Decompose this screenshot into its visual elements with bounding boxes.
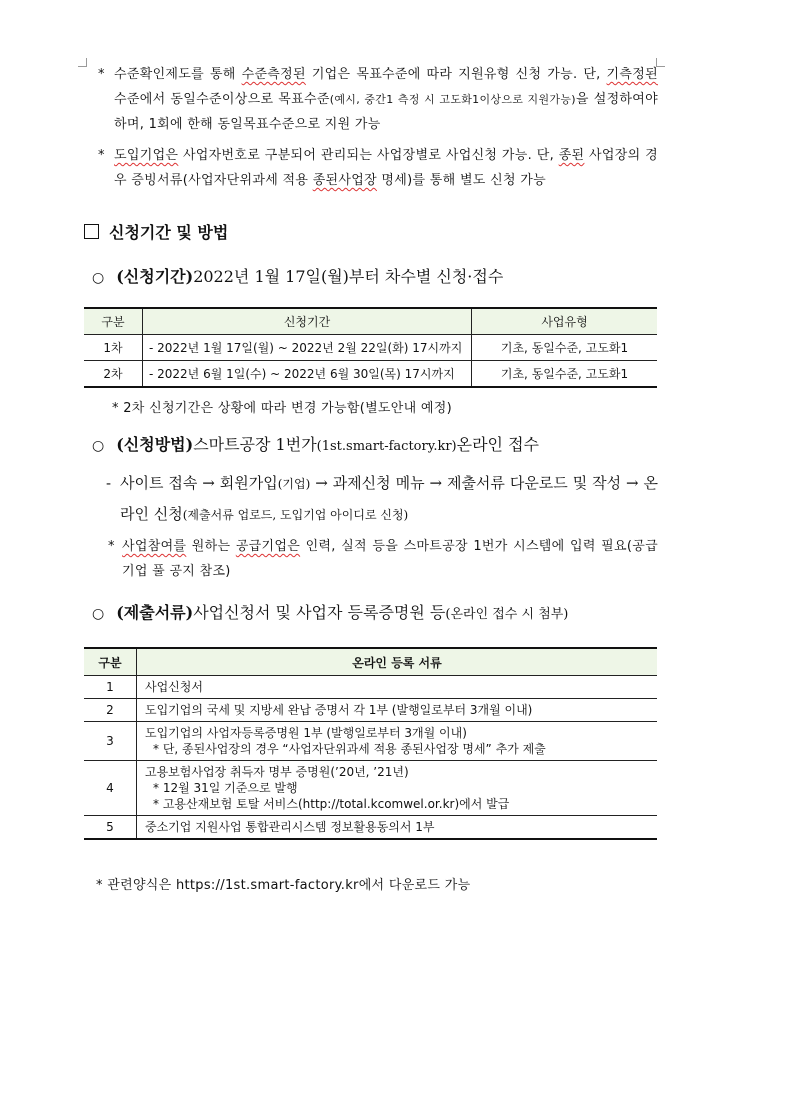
note-text: 수준확인제도를 통해 수준측정된 기업은 목표수준에 따라 지원유형 신청 가능. 단, 기측정된 수준에서 동일수준이상으로 목표수준(예시, 중간1 측정 시 고도화1이상으로 지원가능)을 설정하여야 하며, 1회에 한해 동일목표수준으로 지원 가능 bbox=[114, 67, 658, 132]
documents-table bbox=[84, 647, 657, 840]
method-subheading bbox=[92, 432, 539, 455]
table-cell: 2차 bbox=[84, 361, 143, 388]
page-corner-mark-left bbox=[78, 58, 87, 67]
table-cell: 2 bbox=[84, 699, 137, 722]
table-header-cell: 온라인 등록 서류 bbox=[137, 648, 658, 676]
note-bullet: * bbox=[98, 148, 105, 163]
circle-bullet-icon: ○ bbox=[92, 606, 105, 622]
period-subheading bbox=[92, 264, 503, 287]
table-row bbox=[84, 361, 657, 388]
table-row bbox=[84, 676, 657, 699]
section-heading bbox=[84, 220, 228, 243]
table-row bbox=[84, 699, 657, 722]
method-steps-text: 사이트 접속 → 회원가입(기업) → 과제신청 메뉴 → 제출서류 다운로드 및 작성 → 온라인 신청(제출서류 업로드, 도입기업 아이디로 신청) bbox=[120, 474, 658, 523]
table-cell: 3 bbox=[84, 722, 137, 761]
table-cell: 4 bbox=[84, 761, 137, 816]
footer-note: * 관련양식은 https://1st.smart-factory.kr에서 다운로드 가능 bbox=[96, 878, 471, 893]
table-cell: 기초, 동일수준, 고도화1 bbox=[472, 361, 658, 388]
dash-bullet: - bbox=[106, 474, 112, 492]
circle-bullet-icon: ○ bbox=[92, 270, 105, 286]
table-header-cell: 사업유형 bbox=[472, 308, 658, 335]
note-target-level bbox=[98, 62, 658, 137]
period-table bbox=[84, 307, 657, 388]
table-cell: 도입기업의 사업자등록증명원 1부 (발행일로부터 3개월 이내) * 단, 종된사업장의 경우 “사업자단위과세 적용 종된사업장 명세” 추가 제출 bbox=[137, 722, 658, 761]
table-cell: - 2022년 6월 1일(수) ~ 2022년 6월 30일(목) 17시까지 bbox=[143, 361, 472, 388]
table-row bbox=[84, 761, 657, 816]
table-cell: - 2022년 1월 17일(월) ~ 2022년 2월 22일(화) 17시까지 bbox=[143, 335, 472, 361]
method-label: (신청방법) bbox=[116, 435, 194, 454]
note-text: 사업참여를 원하는 공급기업은 인력, 실적 등을 스마트공장 1번가 시스템에 입력 필요(공급기업 풀 공지 참조) bbox=[122, 539, 658, 579]
documents-paren: (온라인 접수 시 첨부) bbox=[445, 607, 569, 622]
table-header-cell: 구분 bbox=[84, 648, 137, 676]
table-cell: 고용보험사업장 취득자 명부 증명원(’20년, ’21년) * 12월 31일 기준으로 발행 * 고용산재보험 토탈 서비스(http://total.kcomwel.or.kr)에서 발급 bbox=[137, 761, 658, 816]
documents-subheading bbox=[92, 600, 568, 623]
method-note bbox=[108, 534, 658, 584]
method-text: 스마트공장 1번가 bbox=[193, 435, 317, 454]
table-cell: 5 bbox=[84, 816, 137, 840]
table-cell: 1차 bbox=[84, 335, 143, 361]
table-cell: 중소기업 지원사업 통합관리시스템 정보활용동의서 1부 bbox=[137, 816, 658, 840]
table-header-row bbox=[84, 308, 657, 335]
circle-bullet-icon: ○ bbox=[92, 438, 105, 454]
table-cell: 1 bbox=[84, 676, 137, 699]
table-header-cell: 신청기간 bbox=[143, 308, 472, 335]
table-row bbox=[84, 335, 657, 361]
table-row bbox=[84, 722, 657, 761]
period-note: * 2차 신청기간은 상황에 따라 변경 가능함(별도안내 예정) bbox=[112, 401, 453, 416]
table-cell: 기초, 동일수준, 고도화1 bbox=[472, 335, 658, 361]
documents-text: 사업신청서 및 사업자 등록증명원 등 bbox=[193, 603, 446, 622]
checkbox-square-icon bbox=[84, 224, 99, 239]
method-url: (1st.smart-factory.kr) bbox=[316, 439, 457, 454]
method-text-end: 온라인 접수 bbox=[456, 435, 540, 454]
note-text: 도입기업은 사업자번호로 구분되어 관리되는 사업장별로 사업신청 가능. 단, 종된 사업장의 경우 증빙서류(사업자단위과세 적용 종된사업장 명세)를 통해 별도 신청 가능 bbox=[114, 148, 658, 188]
period-label: (신청기간) bbox=[116, 267, 194, 286]
period-text: 2022년 1월 17일(월)부터 차수별 신청·접수 bbox=[193, 267, 504, 286]
note-business-site bbox=[98, 143, 658, 193]
table-cell: 도입기업의 국세 및 지방세 완납 증명서 각 1부 (발행일로부터 3개월 이내) bbox=[137, 699, 658, 722]
documents-label: (제출서류) bbox=[116, 603, 194, 622]
table-header-cell: 구분 bbox=[84, 308, 143, 335]
table-row bbox=[84, 816, 657, 840]
note-bullet: * bbox=[98, 67, 105, 82]
section-title: 신청기간 및 방법 bbox=[109, 223, 229, 242]
method-steps bbox=[106, 468, 658, 530]
note-bullet: * bbox=[108, 539, 115, 554]
table-header-row bbox=[84, 648, 657, 676]
table-cell: 사업신청서 bbox=[137, 676, 658, 699]
